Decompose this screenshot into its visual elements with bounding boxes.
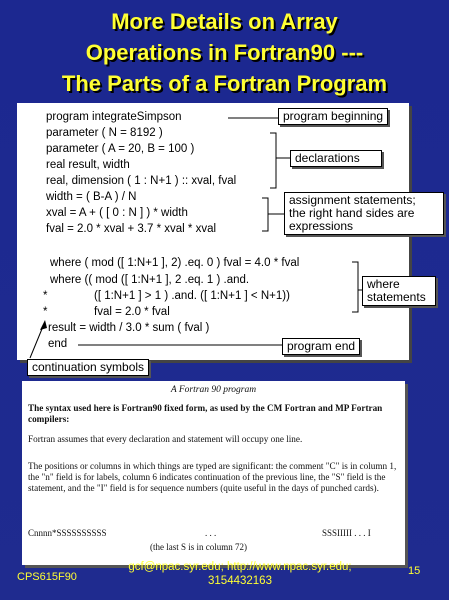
callout-where bbox=[362, 276, 436, 306]
page-number: 15 bbox=[408, 565, 421, 577]
code-line: program integrateSimpson bbox=[46, 111, 182, 123]
code-line: where (( mod ([ 1:N+1 ], 2 .eq. 1 ) .and. bbox=[50, 274, 250, 286]
code-line: ([ 1:N+1 ] > 1 ) .and. ([ 1:N+1 ] < N+1)) bbox=[94, 290, 290, 302]
footer-contact-line: 3154432163 bbox=[208, 575, 272, 587]
doc-paragraph: Fortran assumes that every declaration and statement will occupy one line. bbox=[28, 434, 303, 444]
code-line: parameter ( A = 20, B = 100 ) bbox=[46, 143, 195, 155]
callout-assignment-line: expressions bbox=[289, 219, 354, 233]
format-right: SSSIIIII . . . I bbox=[322, 528, 371, 538]
document-excerpt bbox=[22, 381, 405, 565]
code-line: where ( mod ([ 1:N+1 ], 2) .eq. 0 ) fval = 4.0 * fval bbox=[50, 257, 300, 269]
footer-contact bbox=[90, 560, 390, 588]
doc-paragraph: The positions or columns in which things are typed are significant: the comment "C" is in column 1, the "n" field is for labels, column 6 indicates continuation of the previous line, the "S" field is the statement, and the "I" field is for sequence numbers (quite useful in the days of punched cards). bbox=[28, 461, 397, 493]
code-line: parameter ( N = 8192 ) bbox=[46, 127, 163, 139]
format-left: Cnnnn*SSSSSSSSSS bbox=[28, 528, 107, 538]
code-line: fval = 2.0 * fval bbox=[94, 306, 170, 318]
callout-continuation: continuation symbols bbox=[27, 359, 149, 376]
code-line: result = width / 3.0 * sum ( fval ) bbox=[48, 322, 210, 334]
code-line: fval = 2.0 * xval + 3.7 * xval * xval bbox=[46, 223, 217, 235]
format-dots: . . . bbox=[205, 528, 217, 538]
doc-paragraph: The syntax used here is Fortran90 fixed form, as used by the CM Fortran and MP Fortran compilers: bbox=[28, 403, 383, 424]
callout-where-line: statements bbox=[367, 290, 426, 304]
callout-where-line: where bbox=[367, 277, 400, 291]
code-line: xval = A + ( [ 0 : N ] ) * width bbox=[46, 207, 188, 219]
title-line-3: The Parts of a Fortran Program bbox=[61, 71, 388, 96]
title-line-2: Operations in Fortran90 --- bbox=[85, 40, 364, 65]
slide-title bbox=[0, 6, 449, 99]
continuation-mark: * bbox=[43, 306, 48, 318]
callout-assignment-line: assignment statements; bbox=[289, 193, 416, 207]
footer-course: CPS615F90 bbox=[17, 571, 77, 583]
format-note: (the last S is in column 72) bbox=[150, 542, 247, 552]
callout-assignment-line: the right hand sides are bbox=[289, 206, 415, 220]
code-line: real result, width bbox=[46, 159, 130, 171]
callout-program-beginning: program beginning bbox=[278, 108, 388, 125]
callout-program-end: program end bbox=[282, 338, 360, 355]
continuation-mark: * bbox=[43, 290, 48, 302]
title-line-1: More Details on Array bbox=[111, 9, 338, 34]
code-line: real, dimension ( 1 : N+1 ) :: xval, fval bbox=[46, 175, 237, 187]
footer-contact-line: gcf@npac.syr.edu; http://www.npac.syr.edu; bbox=[128, 561, 352, 573]
doc-caption: A Fortran 90 program bbox=[170, 385, 257, 395]
code-line: width = ( B-A ) / N bbox=[46, 191, 137, 203]
callout-declarations: declarations bbox=[290, 150, 382, 167]
code-line: end bbox=[48, 338, 68, 350]
callout-assignment bbox=[284, 192, 444, 235]
